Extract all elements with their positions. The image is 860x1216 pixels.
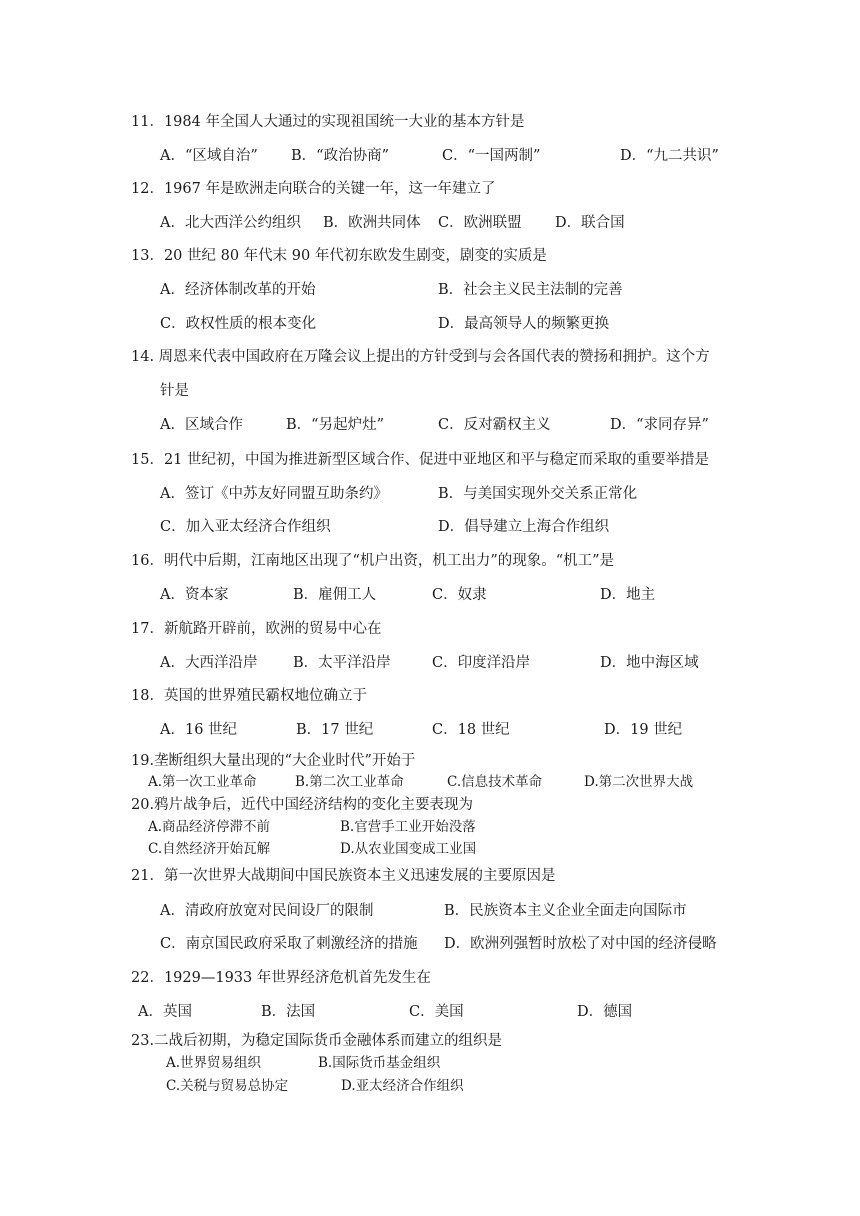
question-16-option-b: B．雇佣工人 xyxy=(293,587,377,603)
question-13-option-c: C．政权性质的根本变化 xyxy=(160,316,317,332)
question-23-option-c: C.关税与贸易总协定 xyxy=(166,1078,289,1094)
question-22-option-b: B．法国 xyxy=(261,1004,316,1020)
question-16-stem: 16．明代中后期，江南地区出现了“机户出资，机工出力”的现象。“机工”是 xyxy=(131,553,615,569)
question-12-option-b: B．欧洲共同体 xyxy=(323,215,421,231)
question-17-option-d: D．地中海区域 xyxy=(600,655,699,671)
question-19-stem: 19.垄断组织大量出现的“大企业时代”开始于 xyxy=(131,753,416,769)
question-14-stem-line-1: 14. 周恩来代表中国政府在万隆会议上提出的方针受到与会各国代表的赞扬和拥护。这个方 xyxy=(131,349,710,365)
question-19-option-c: C.信息技术革命 xyxy=(447,774,543,790)
question-20-option-a: A.商品经济停滞不前 xyxy=(148,819,271,835)
question-14-option-b: B．“另起炉灶” xyxy=(286,417,384,433)
question-15-option-a: A．签订《中苏友好同盟互助条约》 xyxy=(160,486,388,502)
question-15-option-c: C．加入亚太经济合作组织 xyxy=(160,519,331,535)
question-11-stem: 11．1984 年全国人大通过的实现祖国统一大业的基本方针是 xyxy=(131,114,525,130)
question-14-stem-line-2: 针是 xyxy=(160,383,189,399)
question-21-option-b: B．民族资本主义企业全面走向国际市 xyxy=(444,903,687,919)
question-23-stem: 23.二战后初期，为稳定国际货币金融体系而建立的组织是 xyxy=(131,1033,503,1049)
question-14-option-c: C．反对霸权主义 xyxy=(438,417,551,433)
question-18-option-d: D．19 世纪 xyxy=(604,722,683,738)
question-17-stem: 17．新航路开辟前，欧洲的贸易中心在 xyxy=(131,621,382,637)
question-13-option-a: A．经济体制改革的开始 xyxy=(160,282,316,298)
question-22-option-d: D．德国 xyxy=(577,1004,633,1020)
question-18-option-a: A．16 世纪 xyxy=(160,722,238,738)
question-16-option-a: A．资本家 xyxy=(160,587,229,603)
question-22-stem: 22．1929—1933 年世界经济危机首先发生在 xyxy=(131,970,431,986)
question-16-option-d: D．地主 xyxy=(600,587,656,603)
question-21-option-d: D．欧洲列强暂时放松了对中国的经济侵略 xyxy=(444,936,717,952)
question-23-option-d: D.亚太经济合作组织 xyxy=(341,1078,464,1094)
question-15-option-d: D．倡导建立上海合作组织 xyxy=(438,519,610,535)
question-21-option-a: A．清政府放宽对民间设厂的限制 xyxy=(160,903,374,919)
question-21-stem: 21．第一次世界大战期间中国民族资本主义迅速发展的主要原因是 xyxy=(131,868,556,884)
question-20-option-d: D.从农业国变成工业国 xyxy=(340,841,477,857)
question-13-option-d: D．最高领导人的频繁更换 xyxy=(438,316,610,332)
question-12-stem: 12．1967 年是欧洲走向联合的关键一年，这一年建立了 xyxy=(131,181,496,197)
question-12-option-d: D．联合国 xyxy=(555,215,625,231)
question-17-option-a: A．大西洋沿岸 xyxy=(160,655,258,671)
question-17-option-c: C．印度洋沿岸 xyxy=(432,655,531,671)
question-14-option-d: D．“求同存异” xyxy=(610,417,709,433)
question-11-option-c: C．“一国两制” xyxy=(442,148,541,164)
question-17-option-b: B．太平洋沿岸 xyxy=(293,655,391,671)
question-19-option-d: D.第二次世界大战 xyxy=(584,774,694,790)
question-22-option-c: C．美国 xyxy=(409,1004,464,1020)
question-19-option-a: A.第一次工业革命 xyxy=(148,774,257,790)
question-14-option-a: A．区域合作 xyxy=(160,417,243,433)
question-20-option-b: B.官营手工业开始没落 xyxy=(340,819,476,835)
question-22-option-a: A．英国 xyxy=(138,1004,192,1020)
question-18-option-c: C．18 世纪 xyxy=(432,722,510,738)
question-13-stem: 13．20 世纪 80 年代末 90 年代初东欧发生剧变，剧变的实质是 xyxy=(131,248,547,264)
question-12-option-c: C．欧洲联盟 xyxy=(438,215,522,231)
question-11-option-d: D．“九二共识” xyxy=(620,148,719,164)
question-12-option-a: A．北大西洋公约组织 xyxy=(160,215,301,231)
question-15-option-b: B．与美国实现外交关系正常化 xyxy=(438,486,638,502)
question-11-option-b: B．“政治协商” xyxy=(291,148,389,164)
question-13-option-b: B．社会主义民主法制的完善 xyxy=(438,282,623,298)
question-21-option-c: C．南京国民政府采取了刺激经济的措施 xyxy=(160,936,418,952)
question-23-option-a: A.世界贸易组织 xyxy=(166,1055,262,1071)
question-18-stem: 18．英国的世界殖民霸权地位确立于 xyxy=(131,688,367,704)
question-18-option-b: B．17 世纪 xyxy=(296,722,374,738)
question-19-option-b: B.第二次工业革命 xyxy=(295,774,404,790)
question-11-option-a: A．“区域自治” xyxy=(160,148,258,164)
question-23-option-b: B.国际货币基金组织 xyxy=(318,1055,441,1071)
question-20-option-c: C.自然经济开始瓦解 xyxy=(148,841,271,857)
question-16-option-c: C．奴隶 xyxy=(432,587,487,603)
question-20-stem: 20.鸦片战争后，近代中国经济结构的变化主要表现为 xyxy=(131,797,474,813)
question-15-stem: 15．21 世纪初，中国为推进新型区域合作、促进中亚地区和平与稳定而采取的重要举措是 xyxy=(131,452,710,468)
